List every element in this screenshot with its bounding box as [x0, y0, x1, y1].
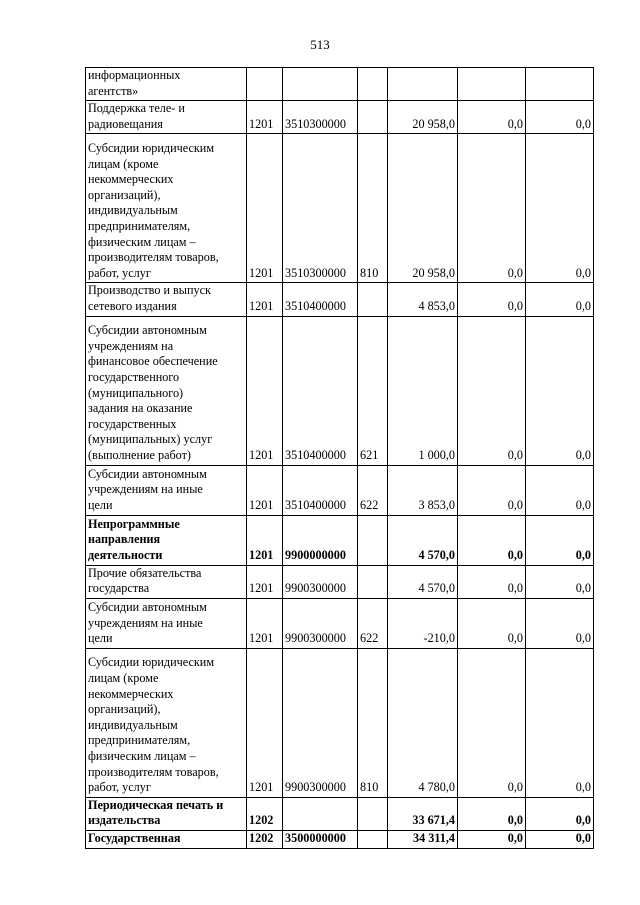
item-name-cell	[86, 648, 247, 797]
item-name-line: агентств»	[88, 83, 139, 98]
amount-2-cell: 0,0	[458, 101, 526, 134]
item-name-line: Периодическая печать и	[88, 797, 224, 812]
item-name-line: учреждениям на иные	[88, 482, 203, 497]
table-row	[86, 68, 594, 101]
target-article-cell	[283, 797, 358, 830]
expense-type-cell: 810	[358, 134, 388, 283]
section-code-cell: 1201	[247, 283, 283, 316]
amount-2-cell: 0,0	[458, 830, 526, 848]
amount-2-cell: 0,0	[458, 648, 526, 797]
target-article-cell: 9900300000	[283, 648, 358, 797]
target-article-cell: 3500000000	[283, 830, 358, 848]
section-code-cell	[247, 68, 283, 101]
item-name-line: физическим лицам –	[88, 748, 196, 763]
item-name-line: государственных	[88, 416, 177, 431]
item-name-cell	[86, 316, 247, 465]
table-row	[86, 134, 594, 283]
amount-2-cell: 0,0	[458, 515, 526, 565]
table-row	[86, 797, 594, 830]
item-name-line: цели	[88, 497, 113, 512]
item-name-line: Субсидии юридическим	[88, 655, 215, 670]
section-code-cell: 1201	[247, 648, 283, 797]
amount-cell: 4 780,0	[388, 648, 458, 797]
item-name-line: работ, услуг	[88, 780, 151, 795]
expense-type-cell	[358, 283, 388, 316]
amount-cell: 4 570,0	[388, 515, 458, 565]
expense-type-cell	[358, 101, 388, 134]
amount-cell	[388, 68, 458, 101]
item-name-cell	[86, 830, 247, 848]
item-name-line: учреждениям на иные	[88, 615, 203, 630]
item-name-cell	[86, 515, 247, 565]
amount-cell: 20 958,0	[388, 101, 458, 134]
page-number: 513	[310, 37, 330, 52]
expense-type-cell	[358, 68, 388, 101]
expense-type-cell	[358, 515, 388, 565]
item-name-line: Субсидии юридическим	[88, 141, 215, 156]
item-name-line: работ, услуг	[88, 265, 151, 280]
amount-3-cell: 0,0	[526, 316, 594, 465]
item-name-cell	[86, 68, 247, 101]
section-code-cell: 1201	[247, 465, 283, 515]
amount-3-cell: 0,0	[526, 565, 594, 598]
item-name-line: некоммерческих	[88, 686, 174, 701]
section-code-cell: 1201	[247, 598, 283, 648]
budget-table	[85, 67, 594, 849]
target-article-cell: 9900000000	[283, 515, 358, 565]
item-name-line: финансовое обеспечение	[88, 354, 218, 369]
item-name-cell	[86, 465, 247, 515]
item-name-line: Непрограммные	[88, 516, 180, 531]
target-article-cell: 3510300000	[283, 101, 358, 134]
amount-2-cell: 0,0	[458, 134, 526, 283]
item-name-line: деятельности	[88, 547, 163, 562]
amount-cell: 4 853,0	[388, 283, 458, 316]
amount-2-cell	[458, 68, 526, 101]
section-code-cell: 1201	[247, 101, 283, 134]
table-row	[86, 830, 594, 848]
item-name-line: государственного	[88, 370, 180, 384]
target-article-cell: 3510300000	[283, 134, 358, 283]
item-name-line: предпринимателям,	[88, 219, 191, 233]
amount-3-cell: 0,0	[526, 830, 594, 848]
amount-2-cell: 0,0	[458, 565, 526, 598]
item-name-line: индивидуальным	[88, 717, 178, 732]
item-name-cell	[86, 565, 247, 598]
item-name-line: (выполнение работ)	[88, 447, 191, 462]
item-name-line: производителям товаров,	[88, 250, 219, 265]
target-article-cell: 3510400000	[283, 283, 358, 316]
expense-type-cell	[358, 797, 388, 830]
item-name-line: Производство и выпуск	[88, 283, 211, 298]
item-name-line: радиовещания	[88, 116, 163, 131]
amount-2-cell: 0,0	[458, 316, 526, 465]
table-row	[86, 283, 594, 316]
amount-3-cell: 0,0	[526, 598, 594, 648]
item-name-line: Субсидии автономным	[88, 599, 207, 614]
amount-3-cell: 0,0	[526, 101, 594, 134]
amount-2-cell: 0,0	[458, 598, 526, 648]
item-name-line: индивидуальным	[88, 203, 178, 218]
expense-type-cell	[358, 830, 388, 848]
expense-type-cell: 621	[358, 316, 388, 465]
item-name-line: Субсидии автономным	[88, 323, 207, 338]
amount-cell: 1 000,0	[388, 316, 458, 465]
amount-3-cell: 0,0	[526, 283, 594, 316]
item-name-line: физическим лицам –	[88, 234, 196, 249]
amount-cell: 4 570,0	[388, 565, 458, 598]
amount-cell: 20 958,0	[388, 134, 458, 283]
expense-type-cell: 810	[358, 648, 388, 797]
item-name-line: предпринимателям,	[88, 733, 191, 748]
item-name-line: учреждениям на	[88, 338, 174, 353]
amount-3-cell: 0,0	[526, 648, 594, 797]
item-name-line: направления	[88, 532, 161, 547]
amount-2-cell: 0,0	[458, 283, 526, 316]
item-name-cell	[86, 134, 247, 283]
target-article-cell: 9900300000	[283, 598, 358, 648]
table-row	[86, 648, 594, 797]
item-name-line: производителям товаров,	[88, 764, 219, 779]
item-name-line: организаций),	[88, 187, 161, 202]
target-article-cell: 9900300000	[283, 565, 358, 598]
item-name-line: Государственная	[88, 830, 181, 845]
section-code-cell: 1201	[247, 134, 283, 283]
item-name-line: Поддержка теле- и	[88, 101, 185, 116]
amount-cell: 34 311,4	[388, 830, 458, 848]
target-article-cell	[283, 68, 358, 101]
section-code-cell: 1201	[247, 565, 283, 598]
item-name-cell	[86, 598, 247, 648]
table-row	[86, 101, 594, 134]
item-name-line: задания на оказание	[88, 401, 193, 416]
table-row	[86, 316, 594, 465]
item-name-line: информационных	[88, 68, 181, 82]
table-row	[86, 515, 594, 565]
table-row	[86, 598, 594, 648]
amount-3-cell: 0,0	[526, 134, 594, 283]
item-name-cell	[86, 283, 247, 316]
item-name-line: некоммерческих	[88, 172, 174, 187]
item-name-line: государства	[88, 581, 150, 596]
section-code-cell: 1201	[247, 316, 283, 465]
expense-type-cell	[358, 565, 388, 598]
amount-2-cell: 0,0	[458, 465, 526, 515]
item-name-line: Субсидии автономным	[88, 466, 207, 481]
table-row	[86, 565, 594, 598]
table-row	[86, 465, 594, 515]
amount-cell: 33 671,4	[388, 797, 458, 830]
item-name-line: лицам (кроме	[88, 671, 159, 685]
expense-type-cell: 622	[358, 465, 388, 515]
amount-3-cell: 0,0	[526, 797, 594, 830]
section-code-cell: 1201	[247, 515, 283, 565]
item-name-line: сетевого издания	[88, 298, 177, 313]
item-name-line: (муниципального)	[88, 385, 184, 400]
item-name-cell	[86, 797, 247, 830]
item-name-cell	[86, 101, 247, 134]
section-code-cell: 1202	[247, 797, 283, 830]
amount-2-cell: 0,0	[458, 797, 526, 830]
item-name-line: лицам (кроме	[88, 156, 159, 171]
amount-3-cell: 0,0	[526, 515, 594, 565]
item-name-line: организаций),	[88, 702, 161, 717]
section-code-cell: 1202	[247, 830, 283, 848]
target-article-cell: 3510400000	[283, 316, 358, 465]
amount-3-cell: 0,0	[526, 465, 594, 515]
amount-3-cell	[526, 68, 594, 101]
target-article-cell: 3510400000	[283, 465, 358, 515]
amount-cell: 3 853,0	[388, 465, 458, 515]
item-name-line: Прочие обязательства	[88, 565, 202, 580]
item-name-line: цели	[88, 631, 113, 646]
amount-cell: -210,0	[388, 598, 458, 648]
item-name-line: издательства	[88, 813, 161, 828]
item-name-line: (муниципальных) услуг	[88, 432, 213, 447]
expense-type-cell: 622	[358, 598, 388, 648]
